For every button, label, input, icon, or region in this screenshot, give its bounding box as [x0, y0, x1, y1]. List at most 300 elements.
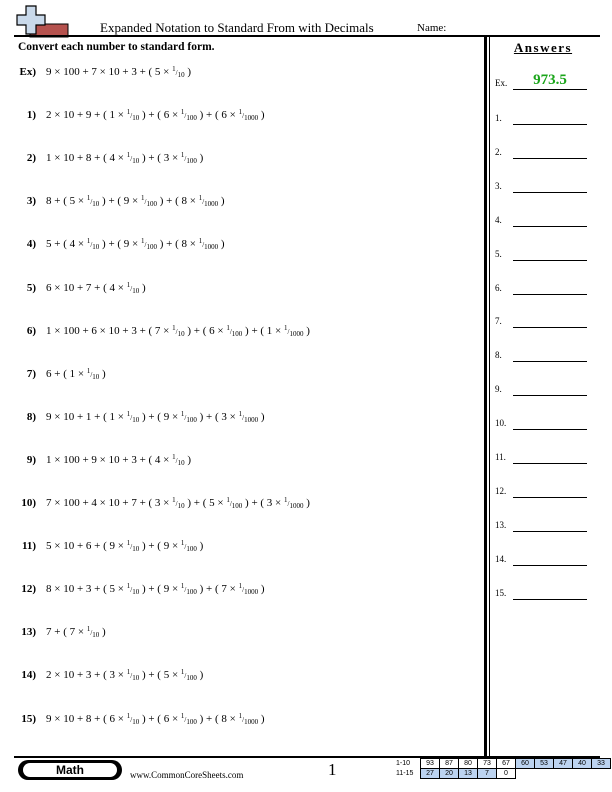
- expression-text: ) + ( 9 ×: [139, 583, 181, 595]
- fraction-slash: /: [90, 629, 93, 637]
- fraction-denominator: 100: [186, 588, 197, 596]
- answer-blank: [513, 226, 587, 227]
- fraction-denominator: 10: [132, 157, 140, 165]
- answer-column-divider: [484, 36, 487, 758]
- answer-label: 9.: [495, 384, 502, 394]
- score-cell: 7: [478, 769, 497, 779]
- top-divider: [14, 35, 600, 37]
- fraction-slash: /: [144, 198, 147, 206]
- fraction-slash: /: [130, 414, 133, 422]
- answer-label: 5.: [495, 249, 502, 259]
- score-cell: 47: [554, 759, 573, 769]
- expression-text: 9 × 10 + 8 + ( 6 ×: [46, 713, 127, 725]
- answer-label: 15.: [495, 588, 507, 598]
- fraction-denominator: 10: [132, 287, 140, 295]
- expression-text: ) + ( 3 ×: [196, 411, 239, 423]
- fraction-numerator: 1: [141, 237, 145, 245]
- fraction-numerator: 1: [126, 582, 131, 590]
- fraction-slash: /: [242, 586, 245, 594]
- fraction: [284, 324, 304, 338]
- expression-text: 7 × 100 + 4 × 10 + 7 + ( 3 ×: [46, 497, 173, 509]
- score-cell: 60: [516, 759, 535, 769]
- fraction-denominator: 1000: [244, 718, 259, 726]
- fraction-numerator: 1: [172, 324, 176, 332]
- score-table: [396, 758, 611, 779]
- expression-text: ) + ( 9 ×: [139, 411, 181, 423]
- problem-number: 7): [26, 368, 36, 380]
- fraction: [238, 582, 259, 596]
- problem-item: [18, 282, 146, 294]
- expression-text: 9 × 10 + 1 + ( 1 ×: [46, 411, 127, 423]
- problem-number: 6): [26, 325, 36, 337]
- problem-number: 4): [26, 238, 36, 250]
- fraction: [180, 410, 197, 424]
- fraction-numerator: 1: [126, 539, 131, 547]
- problem-item: [18, 325, 310, 337]
- fraction-numerator: 1: [226, 324, 230, 332]
- answer-blank: [513, 89, 587, 90]
- fraction-slash: /: [202, 241, 205, 249]
- math-badge: [18, 760, 122, 780]
- answer-blank: [513, 327, 587, 328]
- expression-text: ) + ( 1 ×: [242, 325, 285, 337]
- fraction: [141, 237, 157, 251]
- fraction-numerator: 1: [238, 410, 243, 418]
- expression: [46, 368, 106, 380]
- problem-item: [18, 540, 203, 552]
- fraction-slash: /: [184, 112, 187, 120]
- expression-text: ) + ( 8 ×: [156, 238, 199, 250]
- fraction-denominator: 100: [186, 545, 197, 553]
- fraction-numerator: 1: [180, 712, 185, 720]
- problem-item: [18, 626, 106, 638]
- score-cell: 87: [440, 759, 459, 769]
- problem-item: [18, 238, 225, 250]
- expression-text: ): [258, 713, 265, 725]
- fraction-slash: /: [90, 241, 93, 249]
- fraction: [226, 324, 243, 338]
- answer-blank: [513, 429, 587, 430]
- fraction-denominator: 10: [132, 114, 140, 122]
- score-row-label: 11-15: [396, 770, 414, 777]
- problem-item: [18, 368, 106, 380]
- answer-blank: [513, 565, 587, 566]
- fraction-numerator: 1: [180, 108, 185, 116]
- fraction-numerator: 1: [86, 367, 91, 375]
- score-row-label: 1-10: [396, 760, 411, 767]
- problem-number: 2): [26, 152, 36, 164]
- fraction: [172, 324, 185, 338]
- fraction: [172, 496, 185, 510]
- answers-heading: Answers: [513, 40, 573, 55]
- answer-blank: [513, 531, 587, 532]
- fraction: [180, 539, 197, 553]
- fraction: [180, 712, 197, 726]
- expression: [46, 195, 225, 207]
- fraction-denominator: 10: [92, 373, 100, 381]
- fraction-numerator: 1: [238, 582, 243, 590]
- answer-label: 13.: [495, 520, 507, 530]
- answer-label: 6.: [495, 283, 502, 293]
- fraction-slash: /: [90, 371, 93, 379]
- expression: [46, 238, 225, 250]
- score-cell: 13: [459, 769, 478, 779]
- fraction-slash: /: [229, 500, 232, 508]
- expression-text: ) + ( 5 ×: [184, 497, 227, 509]
- expression-text: ) + ( 6 ×: [196, 109, 239, 121]
- expression-text: ): [99, 368, 106, 380]
- expression: [46, 454, 191, 466]
- fraction-slash: /: [130, 543, 133, 551]
- site-url: www.CommonCoreSheets.com: [130, 770, 244, 780]
- fraction: [126, 151, 140, 165]
- score-cell: 0: [497, 769, 516, 779]
- math-badge-label: Math: [23, 763, 117, 777]
- fraction-slash: /: [242, 414, 245, 422]
- answer-blank: [513, 294, 587, 295]
- answer-column-divider-thin: [489, 36, 490, 758]
- fraction-numerator: 1: [172, 496, 176, 504]
- expression-text: ): [196, 669, 204, 681]
- fraction-denominator: 10: [132, 718, 140, 726]
- score-cell: 33: [592, 759, 611, 769]
- name-label: Name:: [417, 22, 447, 34]
- fraction-numerator: 1: [238, 712, 243, 720]
- problem-number: 12): [21, 583, 36, 595]
- fraction-denominator: 1000: [244, 114, 259, 122]
- expression: [46, 152, 203, 164]
- fraction-slash: /: [144, 241, 147, 249]
- problem-number: 10): [21, 497, 36, 509]
- fraction-slash: /: [242, 112, 245, 120]
- fraction-denominator: 100: [186, 674, 197, 682]
- answer-blank: [513, 192, 587, 193]
- fraction-denominator: 100: [146, 243, 157, 251]
- score-cell: 53: [535, 759, 554, 769]
- answer-blank: [513, 361, 587, 362]
- expression-text: ): [303, 325, 310, 337]
- problem-number: 5): [26, 282, 36, 294]
- expression-text: ) + ( 3 ×: [242, 497, 285, 509]
- answer-label: 1.: [495, 113, 502, 123]
- score-cell: 93: [421, 759, 440, 769]
- problem-item: [18, 109, 264, 121]
- fraction-slash: /: [202, 198, 205, 206]
- expression: [46, 282, 146, 294]
- fraction-slash: /: [130, 112, 133, 120]
- fraction-denominator: 10: [132, 416, 140, 424]
- fraction: [172, 65, 185, 79]
- expression: [46, 325, 310, 337]
- score-row: [396, 769, 611, 779]
- fraction: [126, 712, 140, 726]
- fraction: [180, 668, 197, 682]
- expression-text: ) + ( 6 ×: [139, 713, 181, 725]
- fraction-slash: /: [175, 500, 178, 508]
- fraction: [238, 712, 259, 726]
- fraction-denominator: 100: [231, 502, 243, 510]
- answer-example-label: Ex.: [495, 78, 508, 88]
- fraction-denominator: 10: [92, 200, 100, 208]
- expression-text: 6 × 10 + 7 + ( 4 ×: [46, 282, 127, 294]
- expression: [46, 669, 203, 681]
- fraction-denominator: 10: [132, 545, 140, 553]
- problem-number: 13): [21, 626, 36, 638]
- expression: [46, 713, 264, 725]
- problem-item: [18, 497, 310, 509]
- expression-text: 2 × 10 + 9 + ( 1 ×: [46, 109, 127, 121]
- expression-text: 8 × 10 + 3 + ( 5 ×: [46, 583, 127, 595]
- fraction: [284, 496, 304, 510]
- fraction-numerator: 1: [180, 410, 185, 418]
- problem-number: Ex): [19, 66, 36, 78]
- fraction-slash: /: [242, 716, 245, 724]
- expression-text: 1 × 10 + 8 + ( 4 ×: [46, 152, 127, 164]
- expression: [46, 497, 310, 509]
- problem-number: 8): [26, 411, 36, 423]
- expression-text: ) + ( 6 ×: [184, 325, 227, 337]
- expression-text: ) + ( 3 ×: [139, 152, 181, 164]
- fraction-numerator: 1: [180, 539, 185, 547]
- fraction-numerator: 1: [238, 108, 243, 116]
- score-row: [396, 759, 611, 769]
- instructions: Convert each number to standard form.: [18, 41, 215, 53]
- fraction-slash: /: [184, 543, 187, 551]
- expression-text: 5 + ( 4 ×: [46, 238, 87, 250]
- fraction-denominator: 10: [92, 243, 100, 251]
- fraction-slash: /: [175, 457, 178, 465]
- fraction-numerator: 1: [126, 108, 131, 116]
- fraction-denominator: 10: [132, 588, 140, 596]
- fraction-slash: /: [287, 328, 290, 336]
- score-cell: 80: [459, 759, 478, 769]
- fraction-numerator: 1: [284, 496, 288, 504]
- expression-text: ): [258, 411, 265, 423]
- fraction: [180, 582, 197, 596]
- answer-example-value: 973.5: [533, 72, 567, 88]
- fraction-denominator: 100: [146, 200, 157, 208]
- fraction-numerator: 1: [284, 324, 288, 332]
- problem-item: [18, 152, 203, 164]
- answer-label: 10.: [495, 418, 507, 428]
- fraction-slash: /: [184, 155, 187, 163]
- expression-text: 1 × 100 + 6 × 10 + 3 + ( 7 ×: [46, 325, 173, 337]
- answer-blank: [513, 599, 587, 600]
- fraction-slash: /: [287, 500, 290, 508]
- fraction: [172, 453, 185, 467]
- fraction-numerator: 1: [198, 194, 203, 202]
- fraction-slash: /: [130, 586, 133, 594]
- fraction-slash: /: [90, 198, 93, 206]
- answer-label: 8.: [495, 350, 502, 360]
- fraction-numerator: 1: [126, 151, 131, 159]
- fraction-slash: /: [229, 328, 232, 336]
- problem-item: [18, 713, 264, 725]
- fraction-numerator: 1: [198, 237, 203, 245]
- fraction-slash: /: [130, 716, 133, 724]
- score-cell: 67: [497, 759, 516, 769]
- fraction: [126, 582, 140, 596]
- fraction-slash: /: [184, 716, 187, 724]
- fraction-denominator: 10: [92, 631, 100, 639]
- fraction: [238, 410, 259, 424]
- expression-text: ): [184, 454, 192, 466]
- expression-text: ): [139, 282, 146, 294]
- fraction: [198, 194, 219, 208]
- fraction-numerator: 1: [180, 668, 185, 676]
- expression-text: ) + ( 9 ×: [99, 238, 142, 250]
- fraction-denominator: 100: [231, 330, 243, 338]
- answer-label: 11.: [495, 452, 506, 462]
- expression-text: ): [196, 540, 204, 552]
- problem-number: 15): [21, 713, 36, 725]
- problem-number: 14): [21, 669, 36, 681]
- problem-number: 1): [26, 109, 36, 121]
- score-cell: 20: [440, 769, 459, 779]
- fraction-numerator: 1: [126, 410, 131, 418]
- answer-label: 2.: [495, 147, 502, 157]
- problem-number: 11): [21, 540, 36, 552]
- answer-blank: [513, 158, 587, 159]
- problem-item: [18, 195, 225, 207]
- expression-text: 5 × 10 + 6 + ( 9 ×: [46, 540, 127, 552]
- expression-text: ) + ( 8 ×: [196, 713, 239, 725]
- fraction-slash: /: [175, 328, 178, 336]
- fraction-numerator: 1: [86, 237, 91, 245]
- expression-text: ): [303, 497, 310, 509]
- expression-text: ): [196, 152, 204, 164]
- expression-text: ): [184, 66, 192, 78]
- expression-text: ) + ( 5 ×: [139, 669, 181, 681]
- plus-logo-icon: [14, 4, 70, 38]
- expression-text: 9 × 100 + 7 × 10 + 3 + ( 5 ×: [46, 66, 173, 78]
- answer-blank: [513, 395, 587, 396]
- fraction: [141, 194, 157, 208]
- fraction: [86, 237, 100, 251]
- answer-label: 7.: [495, 316, 502, 326]
- fraction: [180, 108, 197, 122]
- expression: [46, 411, 264, 423]
- problem-item: [18, 583, 264, 595]
- fraction-slash: /: [184, 672, 187, 680]
- answer-blank: [513, 124, 587, 125]
- expression: [46, 66, 191, 78]
- fraction-denominator: 10: [177, 502, 185, 510]
- problem-item: [18, 669, 203, 681]
- expression-text: 2 × 10 + 3 + ( 3 ×: [46, 669, 127, 681]
- fraction-slash: /: [184, 414, 187, 422]
- fraction: [198, 237, 219, 251]
- score-cell: 27: [421, 769, 440, 779]
- fraction: [126, 281, 140, 295]
- fraction-slash: /: [130, 672, 133, 680]
- fraction-slash: /: [130, 285, 133, 293]
- expression: [46, 109, 264, 121]
- answer-label: 14.: [495, 554, 507, 564]
- fraction-denominator: 1000: [204, 200, 219, 208]
- fraction-numerator: 1: [226, 496, 230, 504]
- fraction-denominator: 10: [177, 459, 185, 467]
- answer-label: 4.: [495, 215, 502, 225]
- page-title: Expanded Notation to Standard From with Decimals: [100, 20, 374, 35]
- fraction-denominator: 10: [177, 71, 185, 79]
- problem-item: [18, 454, 191, 466]
- example-problem: [18, 66, 191, 78]
- fraction-denominator: 100: [186, 114, 197, 122]
- fraction: [126, 668, 140, 682]
- answer-blank: [513, 260, 587, 261]
- fraction-numerator: 1: [86, 194, 91, 202]
- fraction-denominator: 10: [132, 674, 140, 682]
- answer-blank: [513, 497, 587, 498]
- fraction-slash: /: [184, 586, 187, 594]
- expression-text: ): [258, 583, 265, 595]
- fraction-denominator: 100: [186, 157, 197, 165]
- expression: [46, 626, 106, 638]
- fraction-numerator: 1: [126, 281, 131, 289]
- expression-text: ) + ( 7 ×: [196, 583, 239, 595]
- fraction-denominator: 1000: [244, 588, 259, 596]
- fraction: [226, 496, 243, 510]
- page-number: 1: [328, 760, 337, 779]
- fraction-numerator: 1: [126, 668, 131, 676]
- fraction: [180, 151, 197, 165]
- fraction-denominator: 10: [177, 330, 185, 338]
- fraction: [86, 625, 100, 639]
- fraction-denominator: 100: [186, 416, 197, 424]
- fraction-denominator: 1000: [289, 330, 304, 338]
- fraction-numerator: 1: [172, 453, 176, 461]
- fraction-denominator: 1000: [244, 416, 259, 424]
- fraction: [238, 108, 259, 122]
- fraction-denominator: 1000: [289, 502, 304, 510]
- expression: [46, 583, 264, 595]
- answer-label: 3.: [495, 181, 502, 191]
- expression-text: ): [218, 238, 225, 250]
- expression-text: ) + ( 9 ×: [139, 540, 181, 552]
- expression-text: ): [99, 626, 106, 638]
- expression-text: 1 × 100 + 9 × 10 + 3 + ( 4 ×: [46, 454, 173, 466]
- expression-text: ) + ( 9 ×: [99, 195, 142, 207]
- expression-text: 6 + ( 1 ×: [46, 368, 87, 380]
- fraction-numerator: 1: [141, 194, 145, 202]
- fraction-numerator: 1: [180, 151, 185, 159]
- answer-label: 12.: [495, 486, 507, 496]
- fraction-numerator: 1: [126, 712, 131, 720]
- problem-item: [18, 411, 264, 423]
- score-cell: 40: [573, 759, 592, 769]
- score-cell: 73: [478, 759, 497, 769]
- fraction-denominator: 100: [186, 718, 197, 726]
- fraction-denominator: 1000: [204, 243, 219, 251]
- fraction: [86, 194, 100, 208]
- expression-text: 8 + ( 5 ×: [46, 195, 87, 207]
- fraction: [126, 539, 140, 553]
- fraction: [86, 367, 100, 381]
- answer-blank: [513, 463, 587, 464]
- fraction-numerator: 1: [172, 65, 176, 73]
- fraction-slash: /: [130, 155, 133, 163]
- expression-text: ) + ( 6 ×: [139, 109, 181, 121]
- fraction: [126, 108, 140, 122]
- fraction-slash: /: [175, 69, 178, 77]
- expression: [46, 540, 203, 552]
- fraction-numerator: 1: [180, 582, 185, 590]
- expression-text: ): [258, 109, 265, 121]
- problem-number: 9): [26, 454, 36, 466]
- fraction-numerator: 1: [86, 625, 91, 633]
- expression-text: ): [218, 195, 225, 207]
